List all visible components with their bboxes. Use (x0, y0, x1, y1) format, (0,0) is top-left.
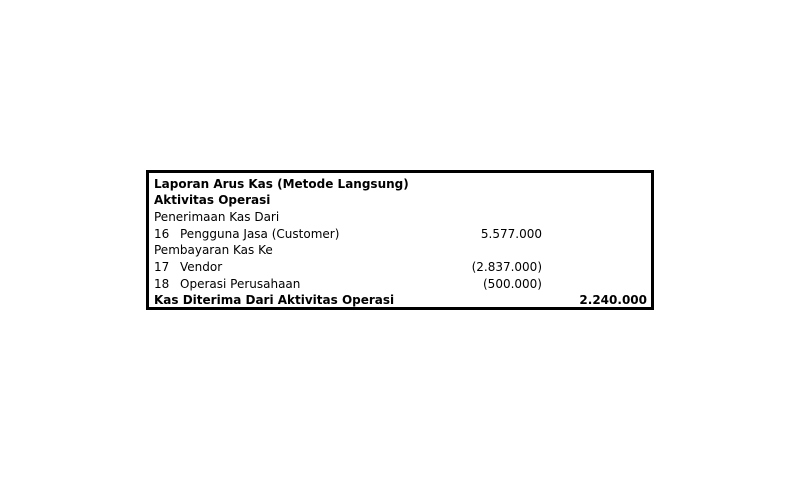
line-item-row (149, 259, 651, 275)
line-item-row (149, 226, 651, 242)
line-item-number: 17 (154, 260, 170, 274)
cash-flow-statement-table (146, 170, 654, 310)
line-item-number: 18 (154, 277, 170, 291)
section-heading-row (149, 192, 651, 208)
total-amount: 2.240.000 (579, 293, 647, 307)
total-label: Kas Diterima Dari Aktivitas Operasi (154, 293, 395, 307)
line-item-label: Vendor (180, 260, 223, 274)
receipts-heading: Penerimaan Kas Dari (154, 210, 280, 224)
receipts-heading-row (149, 209, 651, 225)
line-item-number: 16 (154, 227, 170, 241)
line-item-label: Operasi Perusahaan (180, 277, 301, 291)
payments-heading: Pembayaran Kas Ke (154, 243, 273, 257)
line-item-label: Pengguna Jasa (Customer) (180, 227, 340, 241)
report-title-row (149, 176, 651, 192)
line-item-amount: (2.837.000) (471, 260, 542, 274)
total-row (149, 292, 651, 308)
report-title: Laporan Arus Kas (Metode Langsung) (154, 177, 409, 191)
line-item-amount: (500.000) (483, 277, 542, 291)
payments-heading-row (149, 242, 651, 258)
line-item-amount: 5.577.000 (480, 227, 542, 241)
line-item-row (149, 276, 651, 292)
section-heading: Aktivitas Operasi (154, 193, 271, 207)
